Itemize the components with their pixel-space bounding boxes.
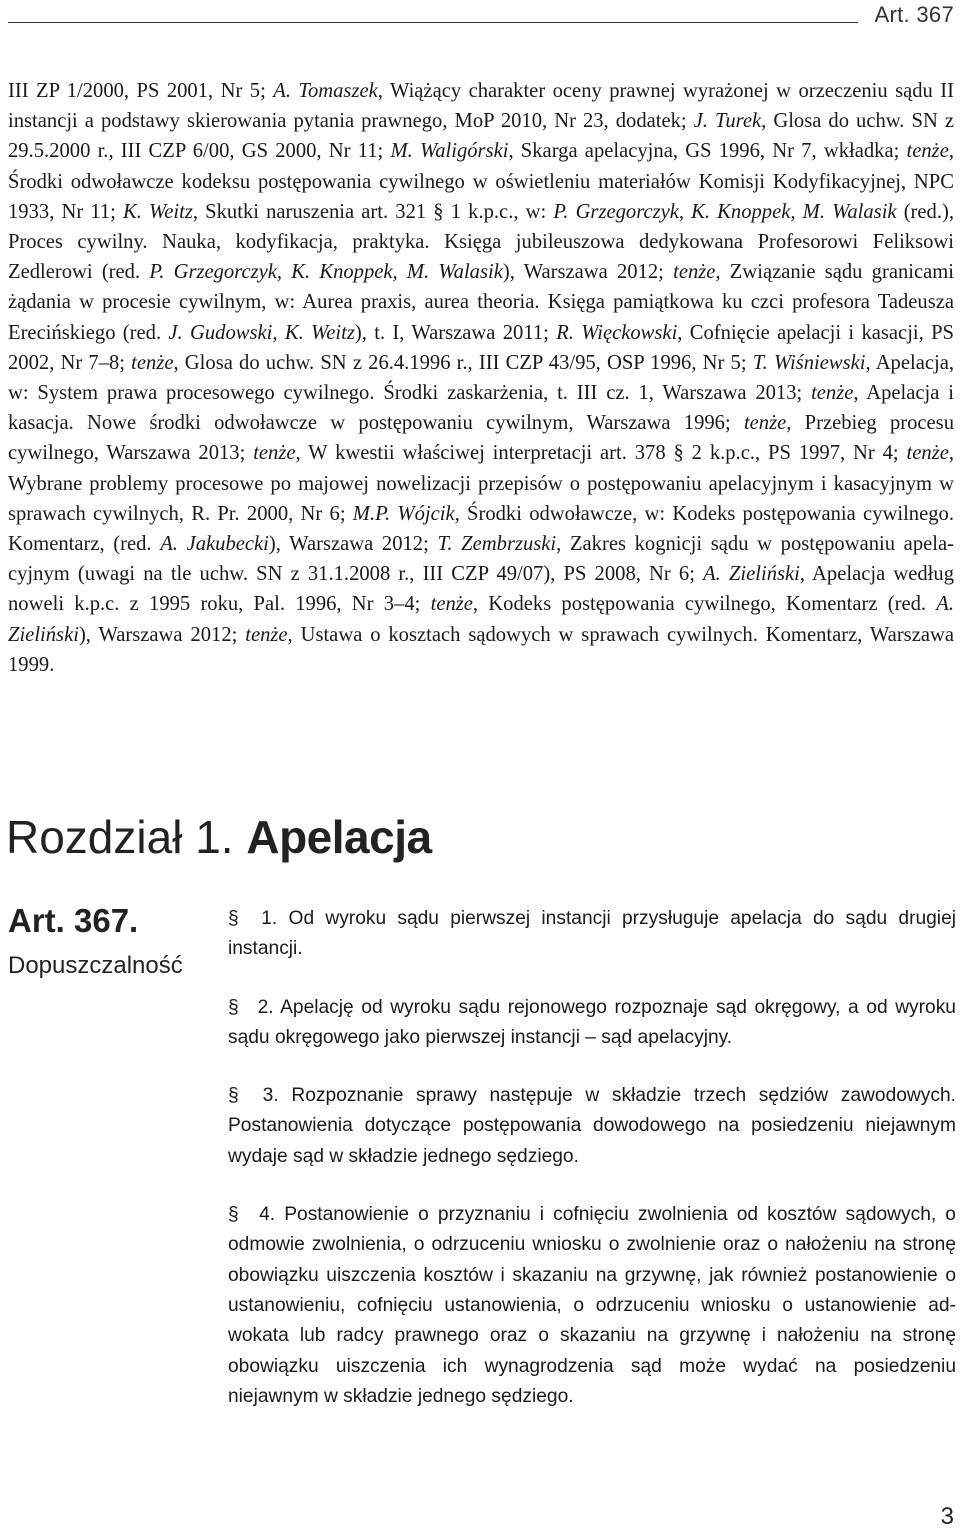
header-rule: [8, 22, 858, 23]
chapter-title: Apelacja: [246, 811, 432, 863]
article-number: Art. 367.: [8, 902, 139, 939]
bib-author: A. Zieliński: [8, 593, 954, 646]
bib-text: , Glosa do uchw. SN z 29.5.2000 r., III CZP 6/00, GS 2000, Nr 11;: [8, 110, 954, 163]
bib-author: tenże: [811, 382, 854, 405]
bib-author: M. Waligórski: [390, 140, 509, 163]
bib-text: , Związanie sądu granicami żądania w procesie cywilnym, w: Aurea praxis, aurea theoria. Księga pamiątkowa ku czci profesora Tadeusza Erecińskiego (red.: [8, 261, 954, 344]
bib-author: T. Zembrzuski: [437, 533, 557, 556]
bib-author: A. Tomaszek: [273, 80, 378, 102]
paragraph-number: 3.: [262, 1085, 279, 1107]
running-header: Art. 367: [874, 2, 954, 27]
bib-author: tenże: [245, 623, 288, 646]
bib-text: , Kodeks postępowania cywilnego, Komentarz (red.: [472, 593, 937, 616]
bib-author: tenże: [253, 442, 296, 465]
bib-text: ), Warszawa 2012;: [78, 623, 246, 646]
section-sign: §: [228, 996, 239, 1018]
bib-text: , Apelacja według noweli k.p.c. z 1995 roku, Pal. 1996, Nr 3–4;: [8, 563, 954, 616]
bib-author: P. Grzegorczyk, K. Knoppek, M. Walasik: [149, 261, 503, 284]
bib-author: P. Grzegorczyk, K. Knoppek, M. Walasik: [553, 200, 897, 223]
paragraph-number: 2.: [257, 996, 274, 1018]
bib-text: , Zakres kognicji sądu w postępowaniu apelacyjnym (uwagi na tle uchw. SN z 31.1.2008 r., III CZP 49/07), PS 2008, Nr 6;: [8, 533, 954, 586]
article-paragraphs: [228, 904, 956, 1440]
bib-text: III ZP 1/2000, PS 2001, Nr 5;: [8, 80, 274, 102]
chapter-heading: [6, 810, 432, 864]
bib-text: , W kwestii właściwej interpretacji art. 378 § 2 k.p.c., PS 1997, Nr 4;: [295, 442, 907, 465]
bib-text: , Skarga apelacyjna, GS 1996, Nr 7, wkładka;: [508, 140, 907, 163]
page-number: 3: [940, 1503, 954, 1530]
bib-author: tenże: [673, 261, 716, 284]
bib-text: , Apelacja i kasacja. Nowe środki odwoławcze w postępowaniu cywilnym, Warszawa 1996;: [8, 382, 954, 435]
bib-author: tenże: [743, 412, 787, 435]
bib-text: , Przebieg procesu cywilnego, Warszawa 2013;: [8, 412, 954, 465]
section-sign: §: [228, 1085, 239, 1107]
bib-text: , Glosa do uchw. SN z 26.4.1996 r., III CZP 43/95, OSP 1996, Nr 5;: [173, 351, 753, 374]
bib-text: , Apelacja, w: System prawa procesowego cywilnego. Środki zaskarżenia, t. III cz. 1, Warszawa 2013;: [8, 351, 955, 405]
bib-text: , Wybrane problemy procesowe po majowej nowelizacji przepisów o postępowaniu apelacyjnym i kasacyjnym w sprawach cywilnych, R. Pr. 2000, Nr 6;: [8, 442, 955, 525]
bib-author: K. Weitz: [123, 200, 193, 223]
paragraph-1: [228, 904, 956, 965]
bib-text: , Skutki naruszenia art. 321 § 1 k.p.c., w:: [192, 200, 554, 223]
article-subtitle: Dopuszczalność: [8, 952, 183, 979]
paragraph-text: Apelację od wyroku sądu rejonowego rozpoznaje sąd okręgowy, a od wyroku sądu okręgowego jako pierwszej instancji – sąd apelacyjny.: [228, 996, 956, 1048]
bib-author: T. Wiśniewski: [752, 351, 866, 374]
bib-author: tenże: [906, 140, 949, 163]
bib-author: tenże: [430, 593, 473, 616]
bib-text: ), Warszawa 2012;: [268, 533, 438, 556]
bib-author: J. Turek: [693, 110, 762, 133]
paragraph-4: [228, 1200, 956, 1412]
section-sign: §: [228, 908, 239, 929]
bib-text: , Środki odwoławcze kodeksu postępowania cywilnego w oświetleniu materiałów Komisji Kodyfikacyjnej, NPC 1933, Nr 11;: [8, 140, 954, 223]
paragraph-3: [228, 1081, 956, 1172]
bib-author: R. Więckowski: [556, 321, 678, 344]
bibliography-paragraph: [8, 76, 954, 680]
bib-text: ), Warszawa 2012;: [502, 261, 674, 284]
bib-author: A. Jakubecki: [160, 533, 269, 556]
paragraph-number: 4.: [259, 1204, 276, 1226]
bib-text: (red.), Proces cywilny. Nauka, kodyfikacja, praktyka. Księga jubileuszowa dedykowana Profesorowi Feliksowi Zedlerowi (red.: [8, 200, 955, 284]
chapter-label: Rozdział 1.: [6, 811, 234, 863]
bib-text: , Wiążący charakter oceny prawnej wyrażonej w orzeczeniu sądu II instancji a podstawy skierowania pytania prawnego, MoP 2010, Nr 23, dodatek;: [8, 80, 954, 133]
section-sign: §: [228, 1204, 239, 1226]
bib-author: A. Zieliński: [703, 563, 800, 586]
bib-author: tenże: [906, 442, 949, 465]
bib-author: M.P. Wójcik: [352, 502, 455, 525]
bib-text: , Cofnięcie apelacji i kasacji, PS 2002, Nr 7–8;: [8, 321, 954, 374]
bib-author: tenże: [131, 351, 174, 374]
paragraph-text: Rozpoznanie sprawy następuje w składzie trzech sędziów zawodowych. Postanowienia dotyczące postępowania dowodowego na posiedzeniu niejawnym wydaje sąd w składzie jednego sędziego.: [228, 1085, 956, 1167]
bib-author: J. Gudowski, K. Weitz: [168, 321, 355, 344]
bib-text: , Ustawa o kosztach sądowych w sprawach cywilnych. Komentarz, Warszawa 1999.: [8, 623, 954, 676]
bib-text: ), t. I, Warszawa 2011;: [354, 321, 557, 344]
paragraph-number: 1.: [261, 908, 278, 929]
paragraph-text: Od wyroku sądu pierwszej instancji przysługuje apelacja do sądu drugiej instancji.: [228, 908, 956, 960]
bib-text: , Środki odwoławcze, w: Kodeks postępowania cywilnego. Komentarz, (red.: [8, 502, 954, 556]
paragraph-text: Postanowienie o przyznaniu i cofnięciu zwolnienia od kosztów sądowych, o odmowie zwolnienia, o odrzuceniu wniosku o zwolnienie oraz o nałożeniu na stronę obowiązku uiszczenia kosztów i skazaniu na grzywnę, jak również postanowienie o ustanowieniu, cofnięciu ustanowienia, o odrzuceniu wniosku o ustanowienie adwokata lub radcy prawnego oraz o skazaniu na grzywnę i nałożeniu na stronę obowiązku uiszczenia ich wynagrodzenia sąd może wydać na posiedzeniu niejawnym w składzie jednego sędziego.: [228, 1204, 956, 1407]
paragraph-2: [228, 993, 956, 1054]
